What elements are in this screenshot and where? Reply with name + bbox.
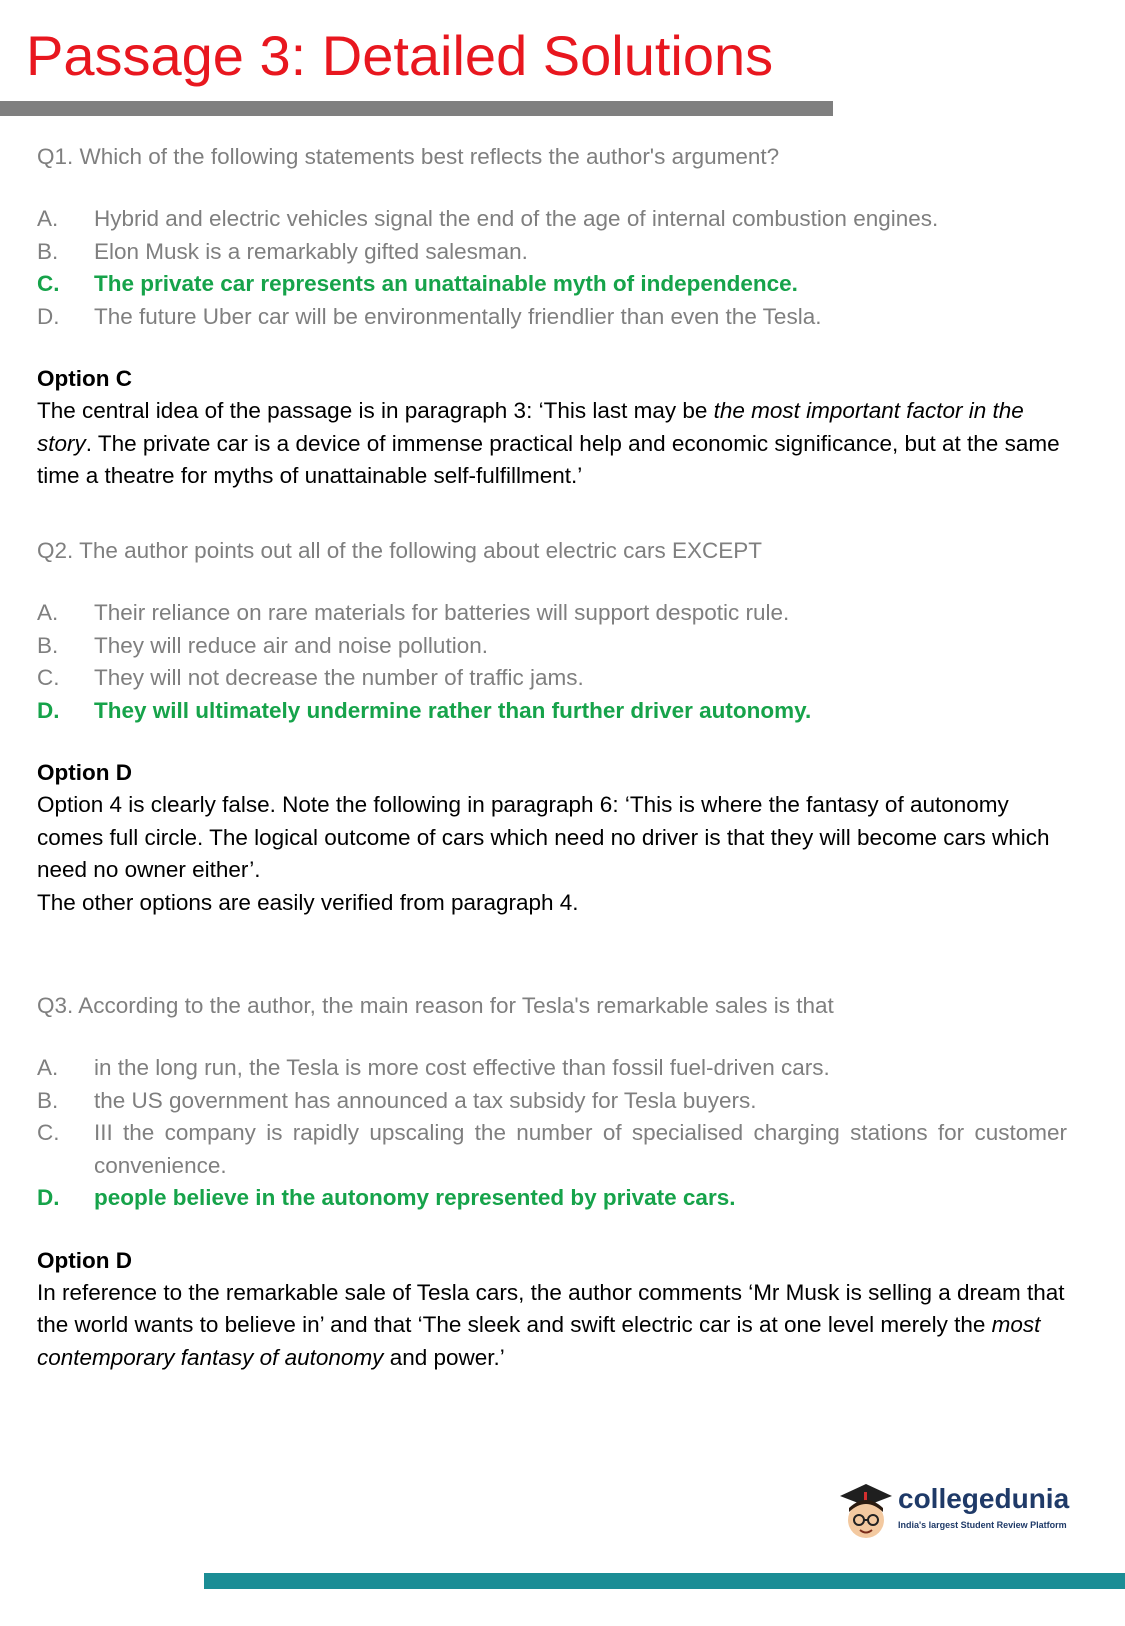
explanation [37,395,1067,493]
option-letter: A. [37,1055,59,1080]
option-text: in the long run, the Tesla is more cost effective than fossil fuel-driven cars. [94,1055,830,1080]
question-1 [37,140,1067,493]
option-text: III the company is rapidly upscaling the number of specialised charging stations for customer convenience. [94,1120,1067,1178]
option-b [37,630,1067,663]
option-d [37,301,1067,334]
option-text: Elon Musk is a remarkably gifted salesman. [94,238,528,264]
answer-label: Option C [37,366,132,391]
answer-label: Option D [37,760,132,785]
option-a [37,597,1067,630]
option-text: people believe in the autonomy represented by private cars. [94,1185,736,1210]
question-2 [37,534,1067,919]
option-c [37,1117,1067,1182]
option-letter: C. [37,271,60,296]
option-text: They will reduce air and noise pollution. [94,632,488,658]
option-letter: A. [37,600,59,625]
explanation: Option 4 is clearly false. Note the following in paragraph 6: ‘This is where the fantasy of autonomy comes full circle. The logical outcome of cars which need no driver is that they will become cars which need no owner either’. [37,792,1050,882]
option-text: They will not decrease the number of traffic jams. [94,665,584,690]
option-a [37,1052,1067,1085]
option-letter: B. [37,632,59,658]
mascot-icon [836,1478,896,1550]
option-b [37,1085,1067,1118]
option-letter: B. [37,1087,59,1113]
options-list [37,1052,1067,1215]
option-text: The private car represents an unattainable myth of independence. [94,271,798,296]
explanation: The other options are easily verified from paragraph 4. [37,889,579,915]
title-underline-bar [0,101,833,116]
option-letter: D. [37,697,60,723]
question-text: Q1. Which of the following statements best reflects the author's argument? [37,144,780,169]
explanation-text: and power.’ [383,1344,505,1370]
explanation [37,1277,1067,1375]
option-text: They will ultimately undermine rather than further driver autonomy. [94,697,812,723]
page-title: Passage 3: Detailed Solutions [26,24,774,87]
explanation-italic: the most important factor in the story [37,398,1024,456]
logo-tagline: India's largest Student Review Platform [898,1520,1067,1530]
collegedunia-logo [836,1478,1086,1558]
option-letter: B. [37,238,59,264]
option-d-correct [37,1182,1067,1215]
explanation-text: . The private car is a device of immense practical help and economic significance, but at the same time a theatre for myths of unattainable self-fulfillment.’ [37,430,1060,488]
explanation-text: In reference to the remarkable sale of Tesla cars, the author comments ‘Mr Musk is selling a dream that the world wants to believe in’ and that ‘The sleek and swift electric car is at one level merely the [37,1279,1065,1337]
option-letter: A. [37,206,59,231]
question-text: Q3. According to the author, the main reason for Tesla's remarkable sales is that [37,993,834,1018]
option-d-correct [37,695,1067,728]
options-list [37,597,1067,727]
option-b [37,236,1067,269]
option-text: the US government has announced a tax subsidy for Tesla buyers. [94,1087,757,1113]
question-text: Q2. The author points out all of the following about electric cars EXCEPT [37,538,762,563]
question-3 [37,989,1067,1374]
option-text: Their reliance on rare materials for batteries will support despotic rule. [94,600,790,625]
option-a [37,203,1067,236]
option-letter: C. [37,665,60,690]
option-letter: D. [37,303,60,329]
option-letter: D. [37,1185,60,1210]
answer-label: Option D [37,1247,132,1273]
explanation-text: The central idea of the passage is in paragraph 3: ‘This last may be [37,398,714,423]
option-c [37,662,1067,695]
option-letter: C. [37,1120,60,1145]
logo-wordmark: collegedunia [898,1483,1070,1514]
option-c-correct [37,268,1067,301]
footer-bar [204,1573,1125,1589]
explanation-italic: most contemporary fantasy of autonomy [37,1312,1041,1370]
option-text: The future Uber car will be environmentally friendlier than even the Tesla. [94,303,822,329]
options-list [37,203,1067,333]
option-text: Hybrid and electric vehicles signal the end of the age of internal combustion engines. [94,206,939,231]
